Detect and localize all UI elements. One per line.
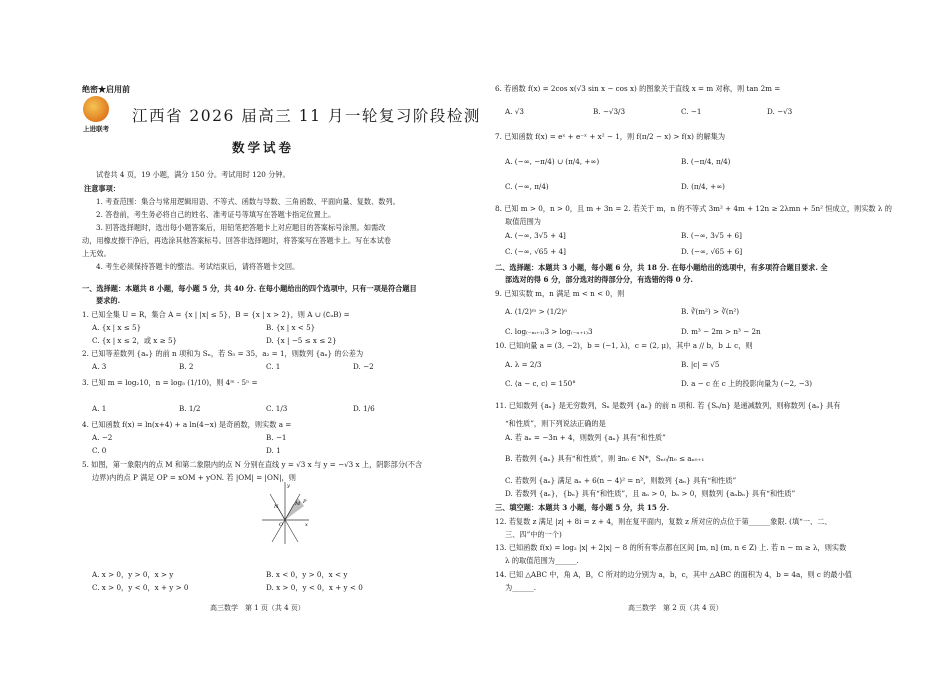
option: C. (−∞, π/4) (505, 182, 549, 191)
question-13: 13. 已知函数 f(x) = log₂ |x| + 2|x| − 8 的所有零点都在区间 [m, n] (m, n ∈ Z) 上. 若 n − m ≥ λ，则实数 (495, 543, 847, 552)
logo-text: 上进联考 (83, 125, 109, 133)
option: B. {x | x < 5} (266, 323, 316, 332)
note-line: 4. 考生必须保持答题卡的整洁。考试结束后，请将答题卡交回。 (96, 262, 300, 271)
question-5: 5. 如图，第一象限内的点 M 和第二象限内的点 N 分别在直线 y = √3 x 与 y = −√3 x 上，阴影部分(不含 (82, 460, 423, 469)
axis-label-y: y (287, 483, 290, 489)
option: A. 1 (92, 404, 107, 413)
point-label-p: P (303, 499, 307, 505)
vector-on (278, 508, 285, 520)
section1-heading: 一、选择题：本题共 8 小题，每小题 5 分，共 40 分. 在每小题给出的四个选项中，只有一项是符合题目 (82, 284, 417, 293)
option: D. 1 (266, 446, 281, 455)
question-7: 7. 已知函数 f(x) = eˣ + e⁻ˣ + x² − 1，则 f(π/2 − x) > f(x) 的解集为 (495, 132, 726, 141)
option: C. (−∞, √65 + 4] (505, 247, 566, 256)
question-10: 10. 已知向量 a = (3, −2)，b = (−1, λ)，c = (2, μ)，其中 a // b，b ⊥ c，则 (495, 341, 753, 350)
option: C. {x | x ≤ 2，或 x ≥ 5} (92, 336, 178, 345)
option: C. ⟨a − c, c⟩ = 150° (505, 379, 576, 388)
option: B. ∛(m²) > ∛(n²) (681, 307, 740, 316)
question-5-cont: 边界)内的点 P 满足 OP = xOM + yON. 若 |OM| = |ON|，则 (92, 473, 296, 482)
note-line: 上无效。 (82, 249, 111, 258)
option: D. (π/4, +∞) (681, 182, 725, 191)
option: B. (−π/4, π/4) (681, 157, 731, 166)
secret-label: 绝密★启用前 (82, 84, 130, 94)
option: D. −√3 (767, 107, 793, 116)
axis-label-x: x (305, 522, 308, 528)
option: B. 1/2 (179, 404, 201, 413)
section2-heading-cont: 部选对的得 6 分，部分选对的得部分分，有选错的得 0 分. (505, 275, 693, 284)
option: C. 若数列 {aₙ} 满足 aₙ + 6(n − 4)² = n²，则数列 {aₙ} 具有“和性质” (505, 476, 737, 485)
question-2: 2. 已知等差数列 {aₙ} 的前 n 项和为 Sₙ，若 S₅ = 35，a₂ = 1，则数列 {aₙ} 的公差为 (82, 349, 364, 358)
option: B. x < 0，y > 0，x < y (266, 570, 348, 579)
option: C. 0 (92, 446, 107, 455)
point-label-n: N (274, 504, 279, 510)
option: A. √3 (505, 107, 524, 116)
option: D. 1/6 (353, 404, 375, 413)
page-footer-1: 高三数学 第 1 页（共 4 页） (210, 604, 305, 612)
notes-title: 注意事项： (84, 184, 120, 193)
question-1: 1. 已知全集 U = R，集合 A = {x | |x| ≤ 5}，B = {x | x > 2}，则 A ∪ (∁ᵤB) = (82, 310, 350, 319)
option: D. m³ − 2m > n³ − 2n (681, 327, 761, 336)
logo-emblem-icon (83, 96, 109, 122)
option: A. 3 (92, 362, 107, 371)
option: A. (−∞, 3√5 + 4] (505, 231, 566, 240)
option: D. a − c 在 c 上的投影向量为 (−2, −3) (681, 379, 813, 388)
exam-title: 江西省 2026 届高三 11 月一轮复习阶段检测 (132, 107, 481, 125)
option: B. 若数列 {aₙ} 具有“和性质”，则 ∃n₀ ∈ N*，Sₙ₀/n₀ ≤ aₙ₀₊₁ (505, 454, 705, 463)
note-line: 2. 答卷前，考生务必将自己的姓名、准考证号等填写在答题卡指定位置上。 (96, 210, 336, 219)
option: D. 若数列 {aₙ}，{bₙ} 具有“和性质”，且 aₙ > 0，bₙ > 0，则数列 {aₙbₙ} 具有“和性质” (505, 489, 796, 498)
question-11: 11. 已知数列 {aₙ} 是无穷数列，Sₙ 是数列 {aₙ} 的前 n 项和. 若 {Sₙ/n} 是递减数列，则称数列 {aₙ} 具有 (495, 401, 841, 410)
question-8: 8. 已知 m > 0，n > 0，且 m + 3n = 2. 若关于 m，n 的不等式 3m² + 4m + 12n ≥ 2λmn + 5n² 恒成立，则实数 λ 的 (495, 204, 892, 213)
option: B. |c| = √5 (681, 360, 720, 369)
question-13-cont: λ 的取值范围为______. (505, 556, 579, 565)
section3-heading: 三、填空题：本题共 3 小题，每小题 5 分，共 15 分. (495, 503, 670, 512)
question-14: 14. 已知 △ABC 中，角 A，B，C 所对的边分别为 a，b，c，其中 △ABC 的面积为 4，b = 4a，则 c 的最小值 (495, 570, 852, 579)
option: A. 若 aₙ = −3n + 4，则数列 {aₙ} 具有“和性质” (505, 433, 666, 442)
option: C. −1 (681, 107, 702, 116)
option: B. (−∞, 3√5 + 6] (681, 231, 742, 240)
option: C. log₍₋ₘ₊₁₎3 > log₍₋ₙ₊₁₎3 (505, 327, 593, 336)
point-label-m: M (295, 501, 301, 507)
exam-subject: 数学试卷 (232, 140, 295, 155)
section1-heading-cont: 要求的. (96, 296, 121, 305)
option: A. −2 (92, 433, 113, 442)
option: D. (−∞, √65 + 6] (681, 247, 743, 256)
left-column (82, 0, 481, 674)
option: B. −1 (266, 433, 287, 442)
question-12-cont: 三、四”中的一个) (505, 530, 562, 539)
question-14-cont: 为______. (505, 583, 537, 592)
question-9: 9. 已知实数 m，n 满足 m < n < 0，则 (495, 289, 625, 298)
question-12: 12. 若复数 z 满足 |z| + 8i = z + 4，则在复平面内，复数 z 所对应的点位于第______象限. (填“一、二、 (495, 517, 832, 526)
option: A. {x | x ≤ 5} (92, 323, 142, 332)
option: A. (1/2)ᵐ > (1/2)ⁿ (505, 307, 568, 316)
option: A. x > 0，y > 0，x > y (92, 570, 174, 579)
question-11-cont: “和性质”，则下列说法正确的是 (505, 419, 606, 428)
option: D. x > 0，y < 0，x + y < 0 (266, 583, 363, 592)
note-line: 动，用橡皮擦干净后，再选涂其他答案标号。回答非选择题时，将答案写在答题卡上。写在本试卷 (82, 236, 392, 245)
page-footer-2: 高三数学 第 2 页（共 4 页） (628, 604, 723, 612)
option: B. −√3/3 (593, 107, 626, 116)
right-column (495, 0, 892, 674)
note-line: 1. 考查范围：集合与常用逻辑用语、不等式、函数与导数、三角函数、平面向量、复数、数列。 (96, 197, 400, 206)
option: C. x > 0，y < 0，x + y > 0 (92, 583, 189, 592)
option: A. (−∞, −π/4) ∪ (π/4, +∞) (505, 157, 600, 166)
question-8-cont: 取值范围为 (505, 217, 541, 226)
question-3: 3. 已知 m = log₂10，n = log₅ (1/10)，则 4ᵐ · 5ⁿ = (82, 378, 258, 387)
section2-heading: 二、选择题：本题共 3 小题，每小题 6 分，共 18 分. 在每小题给出的选项中，有多项符合题目要求. 全 (495, 263, 828, 272)
exam-info: 试卷共 4 页，19 小题，满分 150 分。考试用时 120 分钟。 (96, 170, 290, 179)
option: B. 2 (179, 362, 194, 371)
option: D. −2 (353, 362, 374, 371)
question-6: 6. 若函数 f(x) = 2cos x(√3 sin x − cos x) 的图象关于直线 x = m 对称，则 tan 2m = (495, 84, 781, 93)
note-line: 3. 回答选择题时，选出每小题答案后，用铅笔把答题卡上对应题目的答案标号涂黑。如需改 (96, 223, 386, 232)
option: C. 1 (266, 362, 281, 371)
option: C. 1/3 (266, 404, 288, 413)
option: D. {x | −5 ≤ x ≤ 2} (266, 336, 337, 345)
question-4: 4. 已知函数 f(x) = ln(x+4) + a ln(4−x) 是奇函数，则实数 a = (82, 420, 292, 429)
option: A. λ = 2/3 (505, 360, 542, 369)
question-5-figure (260, 480, 310, 546)
origin-label: O (279, 522, 284, 528)
publisher-logo (78, 96, 114, 138)
